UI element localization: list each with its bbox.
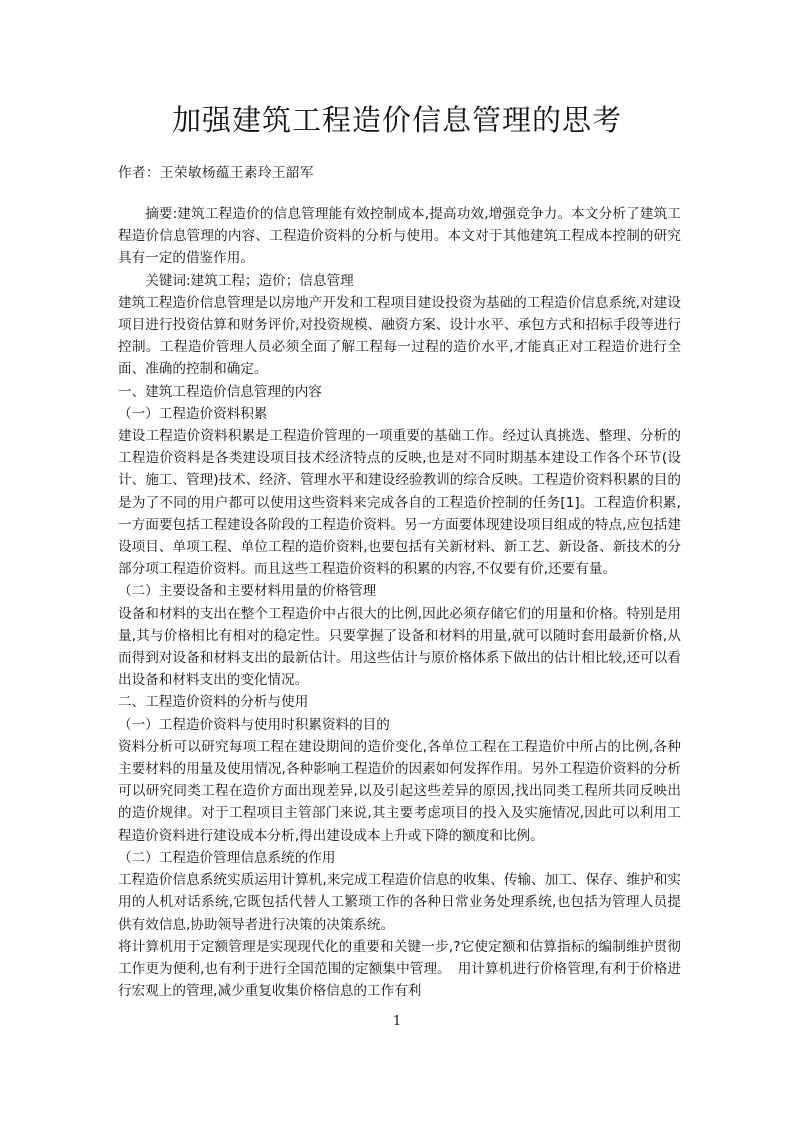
paragraph: 资料分析可以研究每项工程在建设期间的造价变化,各单位工程在工程造价中所占的比例,各种主要材料的用量及使用情况,各种影响工程造价的因素如何发挥作用。另外工程造价资料的分析可以研究同类工程在造价方面出现差异,以及引起这些差异的原因,找出同类工程所共同反映出的造价规律。对于工程项目主管部门来说,其主要考虑项目的投入及实施情况,因此可以利用工程造价资料进行建设成本分析,得出建设成本上升或下降的额度和比例。 bbox=[118, 738, 681, 844]
paragraph: （二）主要设备和主要材料用量的价格管理 bbox=[118, 583, 377, 600]
paragraph: （一）工程造价资料积累 bbox=[118, 405, 268, 422]
paragraph: （二）工程造价管理信息系统的作用 bbox=[118, 849, 336, 866]
paragraph: 一、建筑工程造价信息管理的内容 bbox=[118, 383, 322, 400]
paragraph: 建筑工程造价信息管理是以房地产开发和工程项目建设投资为基础的工程造价信息系统,对建设项目进行投资估算和财务评价,对投资规模、融资方案、设计水平、承包方式和招标手段等进行控制。工程造价管理人员必须全面了解工程每一过程的造价水平,才能真正对工程造价进行全面、准确的控制和确定。 bbox=[118, 294, 681, 378]
paragraph: 建设工程造价资料积累是工程造价管理的一项重要的基础工作。经过认真挑选、整理、分析的工程造价资料是各类建设项目技术经济特点的反映,也是对不同时期基本建设工作各个环节(设计、施工、管理)技术、经济、管理水平和建设经验教训的综合反映。工程造价资料积累的目的是为了不同的用户都可以使用这些资料来完成各自的工程造价控制的任务[1]。工程造价积累,一方面要包括工程建设各阶段的工程造价资料。另一方面要体现建设项目组成的特点,应包括建设项目、单项工程、单位工程的造价资料,也要包括有关新材料、新工艺、新设备、新技术的分部分项工程造价资料。而且这些工程造价资料的积累的内容,不仅要有价,还要有量。 bbox=[118, 428, 681, 578]
paragraph: 摘要:建筑工程造价的信息管理能有效控制成本,提高功效,增强竞争力。本文分析了建筑工程造价信息管理的内容、工程造价资料的分析与使用。本文对于其他建筑工程成本控制的研究具有一定的借鉴作用。 bbox=[118, 206, 681, 267]
paragraph: 将计算机用于定额管理是实现现代化的重要和关键一步,?它使定额和估算指标的编制维护贯彻工作更为便利,也有利于进行全国范围的定额集中管理。 用计算机进行价格管理,有利于价格进行宏观上的管理,减少重复收集价格信息的工作有利 bbox=[118, 938, 681, 1000]
page-number: 1 bbox=[392, 1014, 402, 1029]
author-line: 作者：王荣敏杨蕴王素玲王韶军 bbox=[118, 165, 314, 181]
paragraph: 关键词:建筑工程；造价；信息管理 bbox=[145, 272, 354, 289]
paragraph: 工程造价信息系统实质运用计算机,来完成工程造价信息的收集、传输、加工、保存、维护和实用的人机对话系统,它既包括代替人工繁琐工作的各种日常业务处理系统,也包括为管理人员提供有效信息,协助领导者进行决策的决策系统。 bbox=[118, 872, 681, 933]
paragraph: （一）工程造价资料与使用时积累资料的目的 bbox=[118, 716, 390, 733]
document-title: 加强建筑工程造价信息管理的思考 bbox=[171, 103, 622, 137]
paragraph: 二、工程造价资料的分析与使用 bbox=[118, 694, 309, 711]
paragraph: 设备和材料的支出在整个工程造价中占很大的比例,因此必须存储它们的用量和价格。特别是用量,其与价格相比有相对的稳定性。只要掌握了设备和材料的用量,就可以随时套用最新价格,从而得到对设备和材料支出的最新估计。用这些估计与原价格体系下做出的估计相比较,还可以看出设备和材料支出的变化情况。 bbox=[118, 605, 681, 689]
document-body bbox=[118, 203, 681, 1002]
